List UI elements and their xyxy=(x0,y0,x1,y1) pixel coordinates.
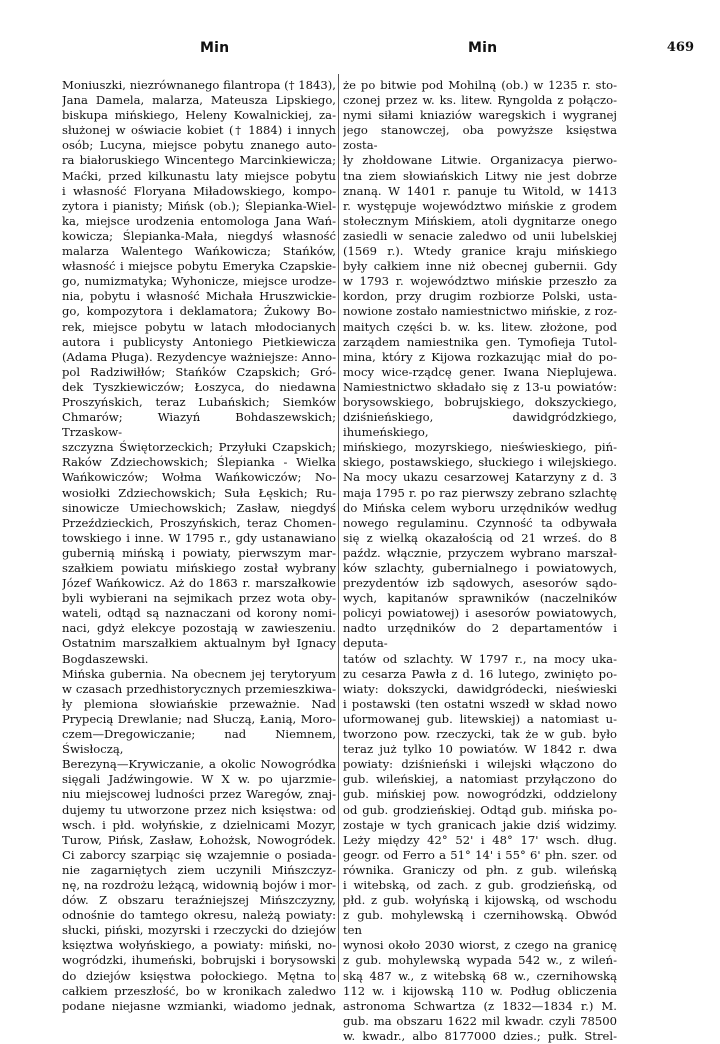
text-line: Ci zaborcy szarpiąc się wzajemnie o posiada- xyxy=(62,847,336,862)
text-line: sięgali Jadźwingowie. W X w. po ujarzmie- xyxy=(62,772,336,787)
text-line: skiego, postawskiego, słuckiego i wilejskiego. xyxy=(343,455,617,470)
text-line: równika. Graniczy od płn. z gub. wileńską xyxy=(343,862,617,877)
text-line: dów. Z obszaru teraźniejszej Mińszczyzny, xyxy=(62,893,336,908)
text-line: prezydentów izb sądowych, asesorów sądo- xyxy=(343,576,617,591)
text-line: od gub. grodzieńskiej. Odtąd gub. mińska po- xyxy=(343,802,617,817)
text-line: Leży między 42° 52' i 48° 17' wsch. dług. xyxy=(343,832,617,847)
text-line: z gub. mohylewską i czernihowską. Obwód ten xyxy=(343,908,617,938)
text-line: paźdz. włącznie, przyczem wybrano marszał- xyxy=(343,545,617,560)
text-line: wsch. i płd. wołyńskie, z dzielnicami Mozyr, xyxy=(62,817,336,832)
text-line: zarządem namiestnika gen. Tymofieja Tutol- xyxy=(343,334,617,349)
text-line: do Mińska celem wyboru urzędników według xyxy=(343,500,617,515)
text-line: (Adama Pługa). Rezydencye ważniejsze: Anno- xyxy=(62,349,336,364)
text-line: byli wybierani na sejmikach przez wota oby- xyxy=(62,591,336,606)
text-line: wych, kapitanów sprawników (naczelników xyxy=(343,591,617,606)
text-line: ków szlachty, gubernialnego i powiatowych, xyxy=(343,561,617,575)
text-line: z gub. mohylewską wypada 542 w., z wileń- xyxy=(343,953,617,968)
text-line: tworzono pow. rzeczycki, tak że w gub. było xyxy=(343,727,617,742)
text-line: mocy wice-rządcę gener. Iwana Nieplujewa. xyxy=(343,364,617,379)
text-line: dziśnieńskiego, dawidgródzkiego, ihumeńskiego, xyxy=(343,410,617,440)
text-line: do dziejów księstwa połockiego. Mętna to xyxy=(62,968,336,983)
text-line: i własność Floryana Miładowskiego, kompo- xyxy=(62,183,336,198)
text-line: nymi siłami kniaziów waregskich i wygranej xyxy=(343,108,617,123)
text-line: tna ziem słowiańskich Litwy nie jest dobrze xyxy=(343,168,617,183)
text-line: zostaje w tych granicach jakie dziś widzimy. xyxy=(343,817,617,832)
text-line: teraz już tylko 10 powiatów. W 1842 r. dwa xyxy=(343,742,617,757)
text-line: szczyzna Świętorzeckich; Przyłuki Czapskich; xyxy=(62,440,336,455)
running-header xyxy=(60,40,700,64)
text-line: rek, miejsce pobytu w latach młodocianych xyxy=(62,319,336,334)
text-line: r. występuje województwo mińskie z grodem xyxy=(343,198,617,213)
text-line: znaną. W 1401 r. panuje tu Witold, w 1413 xyxy=(343,183,617,198)
text-line: były całkiem inne niż obecnej gubernii. Gdy xyxy=(343,259,617,274)
text-line: służonej w oświacie kobiet († 1884) i innych xyxy=(62,123,336,138)
text-line: wosiołki Zdziechowskich; Suła Łęskich; Ru- xyxy=(62,485,336,500)
text-line: jego stanowczej, oba powyższe księstwa zosta- xyxy=(343,123,617,153)
text-line: go, kompozytora i deklamatora; Żukowy Bo- xyxy=(62,304,336,319)
text-line: Namiestnictwo składało się z 13-u powiatów: xyxy=(343,379,617,394)
text-line: nowione zostało namiestnictwo mińskie, z roz- xyxy=(343,304,617,319)
text-line: Raków Zdziechowskich; Ślepianka - Wielka xyxy=(62,455,336,470)
header-left-word: Min xyxy=(200,40,230,56)
text-line: naci, gdyż elekcye pozostają w zawieszeniu. xyxy=(62,621,336,636)
text-line: zu cesarza Pawła z d. 16 lutego, zwinięto po- xyxy=(343,666,617,681)
text-line: 112 w. i kijowską 110 w. Podług obliczenia xyxy=(343,983,617,998)
text-line: wateli, odtąd są naznaczani od korony nomi- xyxy=(62,606,336,621)
text-line: nie zagarniętych ziem uczynili Mińszczyz- xyxy=(62,862,336,877)
text-line: nadto urzędników do 2 departamentów i deputa- xyxy=(343,621,617,651)
text-line: Proszyńskich, teraz Lubańskich; Siemków xyxy=(62,394,336,409)
text-line: Józef Wańkowicz. Aż do 1863 r. marszałkowie xyxy=(62,576,336,591)
text-line: tatów od szlachty. W 1797 r., na mocy uka- xyxy=(343,651,617,666)
text-line: Jana Damela, malarza, Mateusza Lipskiego, xyxy=(62,93,336,108)
text-line: niu miejscowej ludności przez Waregów, znaj- xyxy=(62,787,336,802)
right-text-column xyxy=(343,78,617,1044)
text-line: gub. wileńskiej, a natomiast przyłączono do xyxy=(343,772,617,787)
text-line: biskupa mińskiego, Heleny Kowalnickiej, za- xyxy=(62,108,336,123)
text-line: Przeździeckich, Proszyńskich, teraz Chomen- xyxy=(62,515,336,530)
text-line: uformowanej gub. litewskiej) a natomiast u- xyxy=(343,711,617,726)
text-line: całkiem przeszłość, bo w kronikach zaledwo xyxy=(62,983,336,998)
text-line: i witebską, od zach. z gub. grodzieńską, od xyxy=(343,877,617,892)
text-line: gub. ma obszaru 1622 mil kwadr. czyli 78500 xyxy=(343,1013,617,1028)
text-line: w czasach przedhistorycznych przemieszkiwa- xyxy=(62,681,336,696)
text-line: czem—Dregowiczanie; nad Niemnem, Świsłoczą, xyxy=(62,727,336,757)
text-line: Bogdaszewski. xyxy=(62,651,149,666)
text-line: nowego regulaminu. Czynność ta odbywała xyxy=(343,515,617,530)
text-line: maja 1795 r. po raz pierwszy zebrano szlachtę xyxy=(343,485,617,500)
text-line: szałkiem powiatu mińskiego został wybrany xyxy=(62,561,336,575)
column-divider xyxy=(338,74,339,982)
text-line: kowicza; Ślepianka-Mała, niegdyś własność xyxy=(62,228,336,243)
text-line: towskiego i inne. W 1795 r., gdy ustanawiano xyxy=(62,530,336,545)
text-line: Mińska gubernia. Na obecnem jej terytoryum xyxy=(62,666,336,681)
text-line: go, numizmatyka; Wyhonicze, miejsce urodze- xyxy=(62,274,336,289)
text-line: podane niejasne wzmianki, wiadomo jednak, xyxy=(62,998,336,1013)
text-line: mina, który z Kijowa rozkazując miał do po- xyxy=(343,349,617,364)
text-line: Moniuszki, niezrównanego filantropa († 1843), xyxy=(62,78,336,92)
text-line: ską 487 w., z witebską 68 w., czernihowską xyxy=(343,968,617,983)
text-line: Wańkowiczów; Wołma Wańkowiczów; No- xyxy=(62,470,336,485)
text-line: w. kwadr., albo 8177000 dzies.; pułk. Strel- xyxy=(343,1028,617,1043)
text-line: borysowskiego, bobrujskiego, dokszyckiego, xyxy=(343,394,617,409)
text-line: gubernią mińską i powiaty, pierwszym mar- xyxy=(62,545,336,560)
text-line: słucki, piński, mozyrski i rzeczycki do dziejów xyxy=(62,923,336,938)
left-text-column xyxy=(62,78,336,1014)
text-line: odnośnie do tamtego okresu, należą powiaty: xyxy=(62,908,336,923)
text-line: Prypecią Drewlanie; nad Słuczą, Łanią, Moro- xyxy=(62,711,336,726)
text-line: mińskiego, mozyrskiego, nieświeskiego, piń- xyxy=(343,440,617,455)
text-line: księztwa wołyńskiego, a powiaty: miński, no- xyxy=(62,938,336,953)
text-line: policyi powiatowej) i asesorów powiatowych, xyxy=(343,606,617,621)
text-line: astronoma Schwartza (z 1832—1834 r.) M. xyxy=(343,998,617,1013)
text-line: ka, miejsce urodzenia entomologa Jana Wań- xyxy=(62,213,336,228)
text-line: Maćki, przed kilkunastu laty miejsce pobytu xyxy=(62,168,336,183)
text-line: Na mocy ukazu cesarzowej Katarzyny z d. 3 xyxy=(343,470,617,485)
header-right-word: Min xyxy=(468,40,498,56)
text-line: ły zhołdowane Litwie. Organizacya pierwo- xyxy=(343,153,617,168)
text-line: że po bitwie pod Mohilną (ob.) w 1235 r. sto- xyxy=(343,78,617,92)
text-line: autora i publicysty Antoniego Pietkiewicza xyxy=(62,334,336,349)
text-line: własność i miejsce pobytu Emeryka Czapskie- xyxy=(62,259,336,274)
text-line: maitych części b. w. ks. litew. złożone, pod xyxy=(343,319,617,334)
text-line: sinowicze Umiechowskich; Zasław, niegdyś xyxy=(62,500,336,515)
text-line: Ostatnim marszałkiem aktualnym był Ignacy xyxy=(62,636,336,651)
text-line: się z wielką okazałością od 21 wrześ. do 8 xyxy=(343,530,617,545)
text-line: wiaty: dokszycki, dawidgródecki, nieświeski xyxy=(343,681,617,696)
text-line: i postawski (ten ostatni wszedł w skład nowo xyxy=(343,696,617,711)
text-line: dek Tyszkiewiczów; Łoszyca, do niedawna xyxy=(62,379,336,394)
text-line: Turow, Pińsk, Zasław, Łohożsk, Nowogródek. xyxy=(62,832,336,847)
text-line: płd. z gub. wołyńską i kijowską, od wschodu xyxy=(343,893,617,908)
text-line: ły plemiona słowiańskie przeważnie. Nad xyxy=(62,696,336,711)
text-line: dujemy tu utworzone przez nich księstwa: od xyxy=(62,802,336,817)
page-number: 469 xyxy=(666,40,694,55)
text-line: nę, na rozdrożu leżącą, widownią bojów i mor- xyxy=(62,877,336,892)
text-line: powiaty: dziśnieński i wilejski włączono do xyxy=(343,757,617,772)
text-line: Berezyną—Krywiczanie, a okolic Nowogródka xyxy=(62,757,336,772)
text-line: osób; Lucyna, miejsce pobytu znanego auto- xyxy=(62,138,336,153)
text-line: wynosi około 2030 wiorst, z czego na granicę xyxy=(343,938,617,953)
text-line: zasiedli w senacie zaledwo od unii lubelskiej xyxy=(343,228,617,243)
text-line: w 1793 r. województwo mińskie przeszło za xyxy=(343,274,617,289)
text-line: zytora i pianisty; Mińsk (ob.); Ślepianka-Wiel- xyxy=(62,198,336,213)
text-line: nia, pobytu i własność Michała Hruszwickie- xyxy=(62,289,336,304)
text-line: czonej przez w. ks. litew. Ryngolda z połączo- xyxy=(343,93,617,108)
text-line: gub. mińskiej pow. nowogródzki, oddzielony xyxy=(343,787,617,802)
text-line: geogr. od Ferro a 51° 14' i 55° 6' płn. szer. od xyxy=(343,847,617,862)
text-line: malarza Walentego Wańkowicza; Stańków, xyxy=(62,244,336,259)
text-line: stołecznym Mińskiem, atoli dygnitarze onego xyxy=(343,213,617,228)
text-line: Chmarów; Wiazyń Bohdaszewskich; Trzaskow- xyxy=(62,410,336,440)
text-line: ra białoruskiego Wincentego Marcinkiewicza; xyxy=(62,153,336,168)
text-line: (1569 r.). Wtedy granice kraju mińskiego xyxy=(343,244,617,259)
text-line: pol Radziwiłłów; Stańków Czapskich; Gró- xyxy=(62,364,336,379)
text-line: kordon, przy drugim rozbiorze Polski, usta- xyxy=(343,289,617,304)
text-line: wogródzki, ihumeński, bobrujski i borysowski xyxy=(62,953,336,968)
